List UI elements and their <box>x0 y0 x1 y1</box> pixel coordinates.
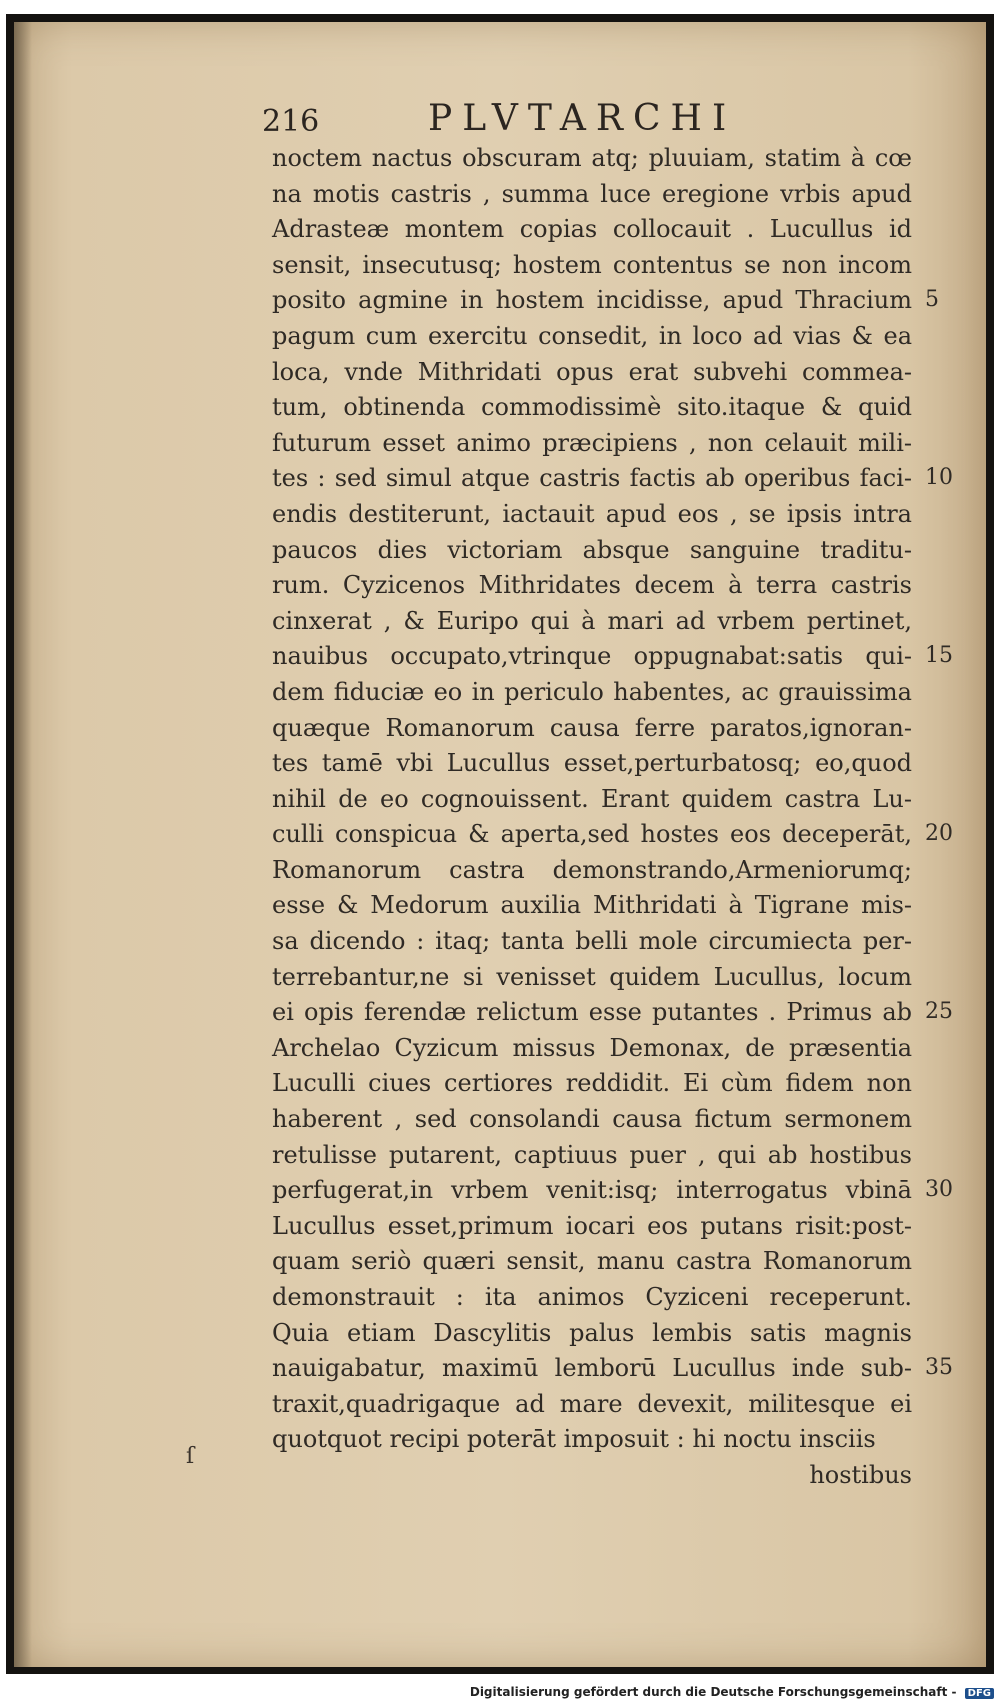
digitization-credit <box>470 1685 994 1699</box>
text-line: ei opis ferendæ relictum esse putantes . Primus ab <box>272 998 912 1027</box>
text-line: posito agmine in hostem incidisse, apud Thracium <box>272 286 912 315</box>
text-line: Romanorum castra demonstrando,Armeniorumq; <box>272 855 912 884</box>
text-line: retulisse putarent, captiuus puer , qui ab hostibus <box>272 1140 912 1169</box>
body-text <box>272 141 912 1494</box>
text-line: Adrasteæ montem copias collocauit . Lucullus id <box>272 215 912 244</box>
text-line: noctem nactus obscuram atq; pluuiam, statim à cœ <box>272 144 912 172</box>
text-line: sa dicendo : itaq; tanta belli mole circumiecta per- <box>272 927 912 956</box>
text-line: sensit, insecutusq; hostem contentus se non incom <box>272 250 912 279</box>
text-line: cinxerat , & Euripo qui à mari ad vrbem pertinet, <box>272 606 912 635</box>
text-line: quæque Romanorum causa ferre paratos,ignoran- <box>272 713 912 742</box>
text-line: nauibus occupato,vtrinque oppugnabat:satis qui- <box>272 642 912 671</box>
text-line: rum. Cyzicenos Mithridates decem à terra castris <box>272 571 912 600</box>
text-line: nihil de eo cognouissent. Erant quidem castra Lu- <box>272 784 912 813</box>
text-line: endis destiterunt, iactauit apud eos , se ipsis intra <box>272 499 912 528</box>
text-line: perfugerat,in vrbem venit:isq; interrogatus vbinā <box>272 1176 912 1205</box>
text-line: demonstrauit : ita animos Cyziceni receperunt. <box>272 1283 912 1311</box>
text-line: quam seriò quæri sensit, manu castra Romanorum <box>272 1247 912 1276</box>
text-line: dem fiduciæ eo in periculo habentes, ac grauissima <box>272 677 912 706</box>
credit-text: Digitalisierung gefördert durch die Deutsche Forschungsgemeinschaft - <box>469 1685 957 1699</box>
text-line: Quia etiam Dascylitis palus lembis satis magnis <box>272 1318 912 1347</box>
text-line: tes tamē vbi Lucullus esset,perturbatosq; eo,quod <box>272 749 912 778</box>
page-header <box>262 98 782 142</box>
text-line: quotquot recipi poterāt imposuit : hi noctu insciis <box>272 1425 876 1454</box>
text-line: Lucullus esset,primum iocari eos putans risit:post- <box>272 1211 912 1240</box>
text-line: culli conspicua & aperta,sed hostes eos deceperāt, <box>272 820 912 849</box>
text-line: tes : sed simul atque castris factis ab operibus faci- <box>272 464 912 493</box>
text-line: Luculli ciues certiores reddidit. Ei cùm fidem non <box>272 1069 912 1098</box>
stray-mark: ſ <box>186 1444 195 1469</box>
dfg-logo: DFG <box>965 1688 994 1699</box>
text-line: pagum cum exercitu consedit, in loco ad vias & ea <box>272 321 912 350</box>
text-line: tum, obtinenda commodissimè sito.itaque & quid <box>272 393 912 422</box>
running-title: PLVTARCHI <box>428 98 737 139</box>
margin-line-number: 15 <box>925 643 953 669</box>
text-line: na motis castris , summa luce eregione vrbis apud <box>272 179 912 208</box>
text-line: loca, vnde Mithridati opus erat subvehi commea- <box>272 357 912 386</box>
text-line: nauigabatur, maximū lemborū Lucullus inde sub- <box>272 1354 912 1383</box>
margin-line-number: 20 <box>925 821 953 847</box>
margin-line-number: 10 <box>925 465 953 491</box>
margin-line-number: 30 <box>925 1177 953 1203</box>
page-number: 216 <box>262 104 320 139</box>
catchword: hostibus <box>809 1460 912 1489</box>
text-line: traxit,quadrigaque ad mare devexit, militesque ei <box>272 1389 912 1418</box>
margin-line-number: 25 <box>925 999 953 1025</box>
text-line: paucos dies victoriam absque sanguine traditu- <box>272 535 912 564</box>
text-line: terrebantur,ne si venisset quidem Lucullus, locum <box>272 962 912 991</box>
text-line: haberent , sed consolandi causa fictum sermonem <box>272 1105 912 1134</box>
margin-line-number: 5 <box>925 287 939 313</box>
text-line: futurum esset animo præcipiens , non celauit mili- <box>272 428 912 457</box>
page-gutter-shadow <box>14 22 32 1667</box>
text-line: Archelao Cyzicum missus Demonax, de præsentia <box>272 1033 912 1062</box>
text-line: esse & Medorum auxilia Mithridati à Tigrane mis- <box>272 891 912 920</box>
margin-line-number: 35 <box>925 1355 953 1381</box>
